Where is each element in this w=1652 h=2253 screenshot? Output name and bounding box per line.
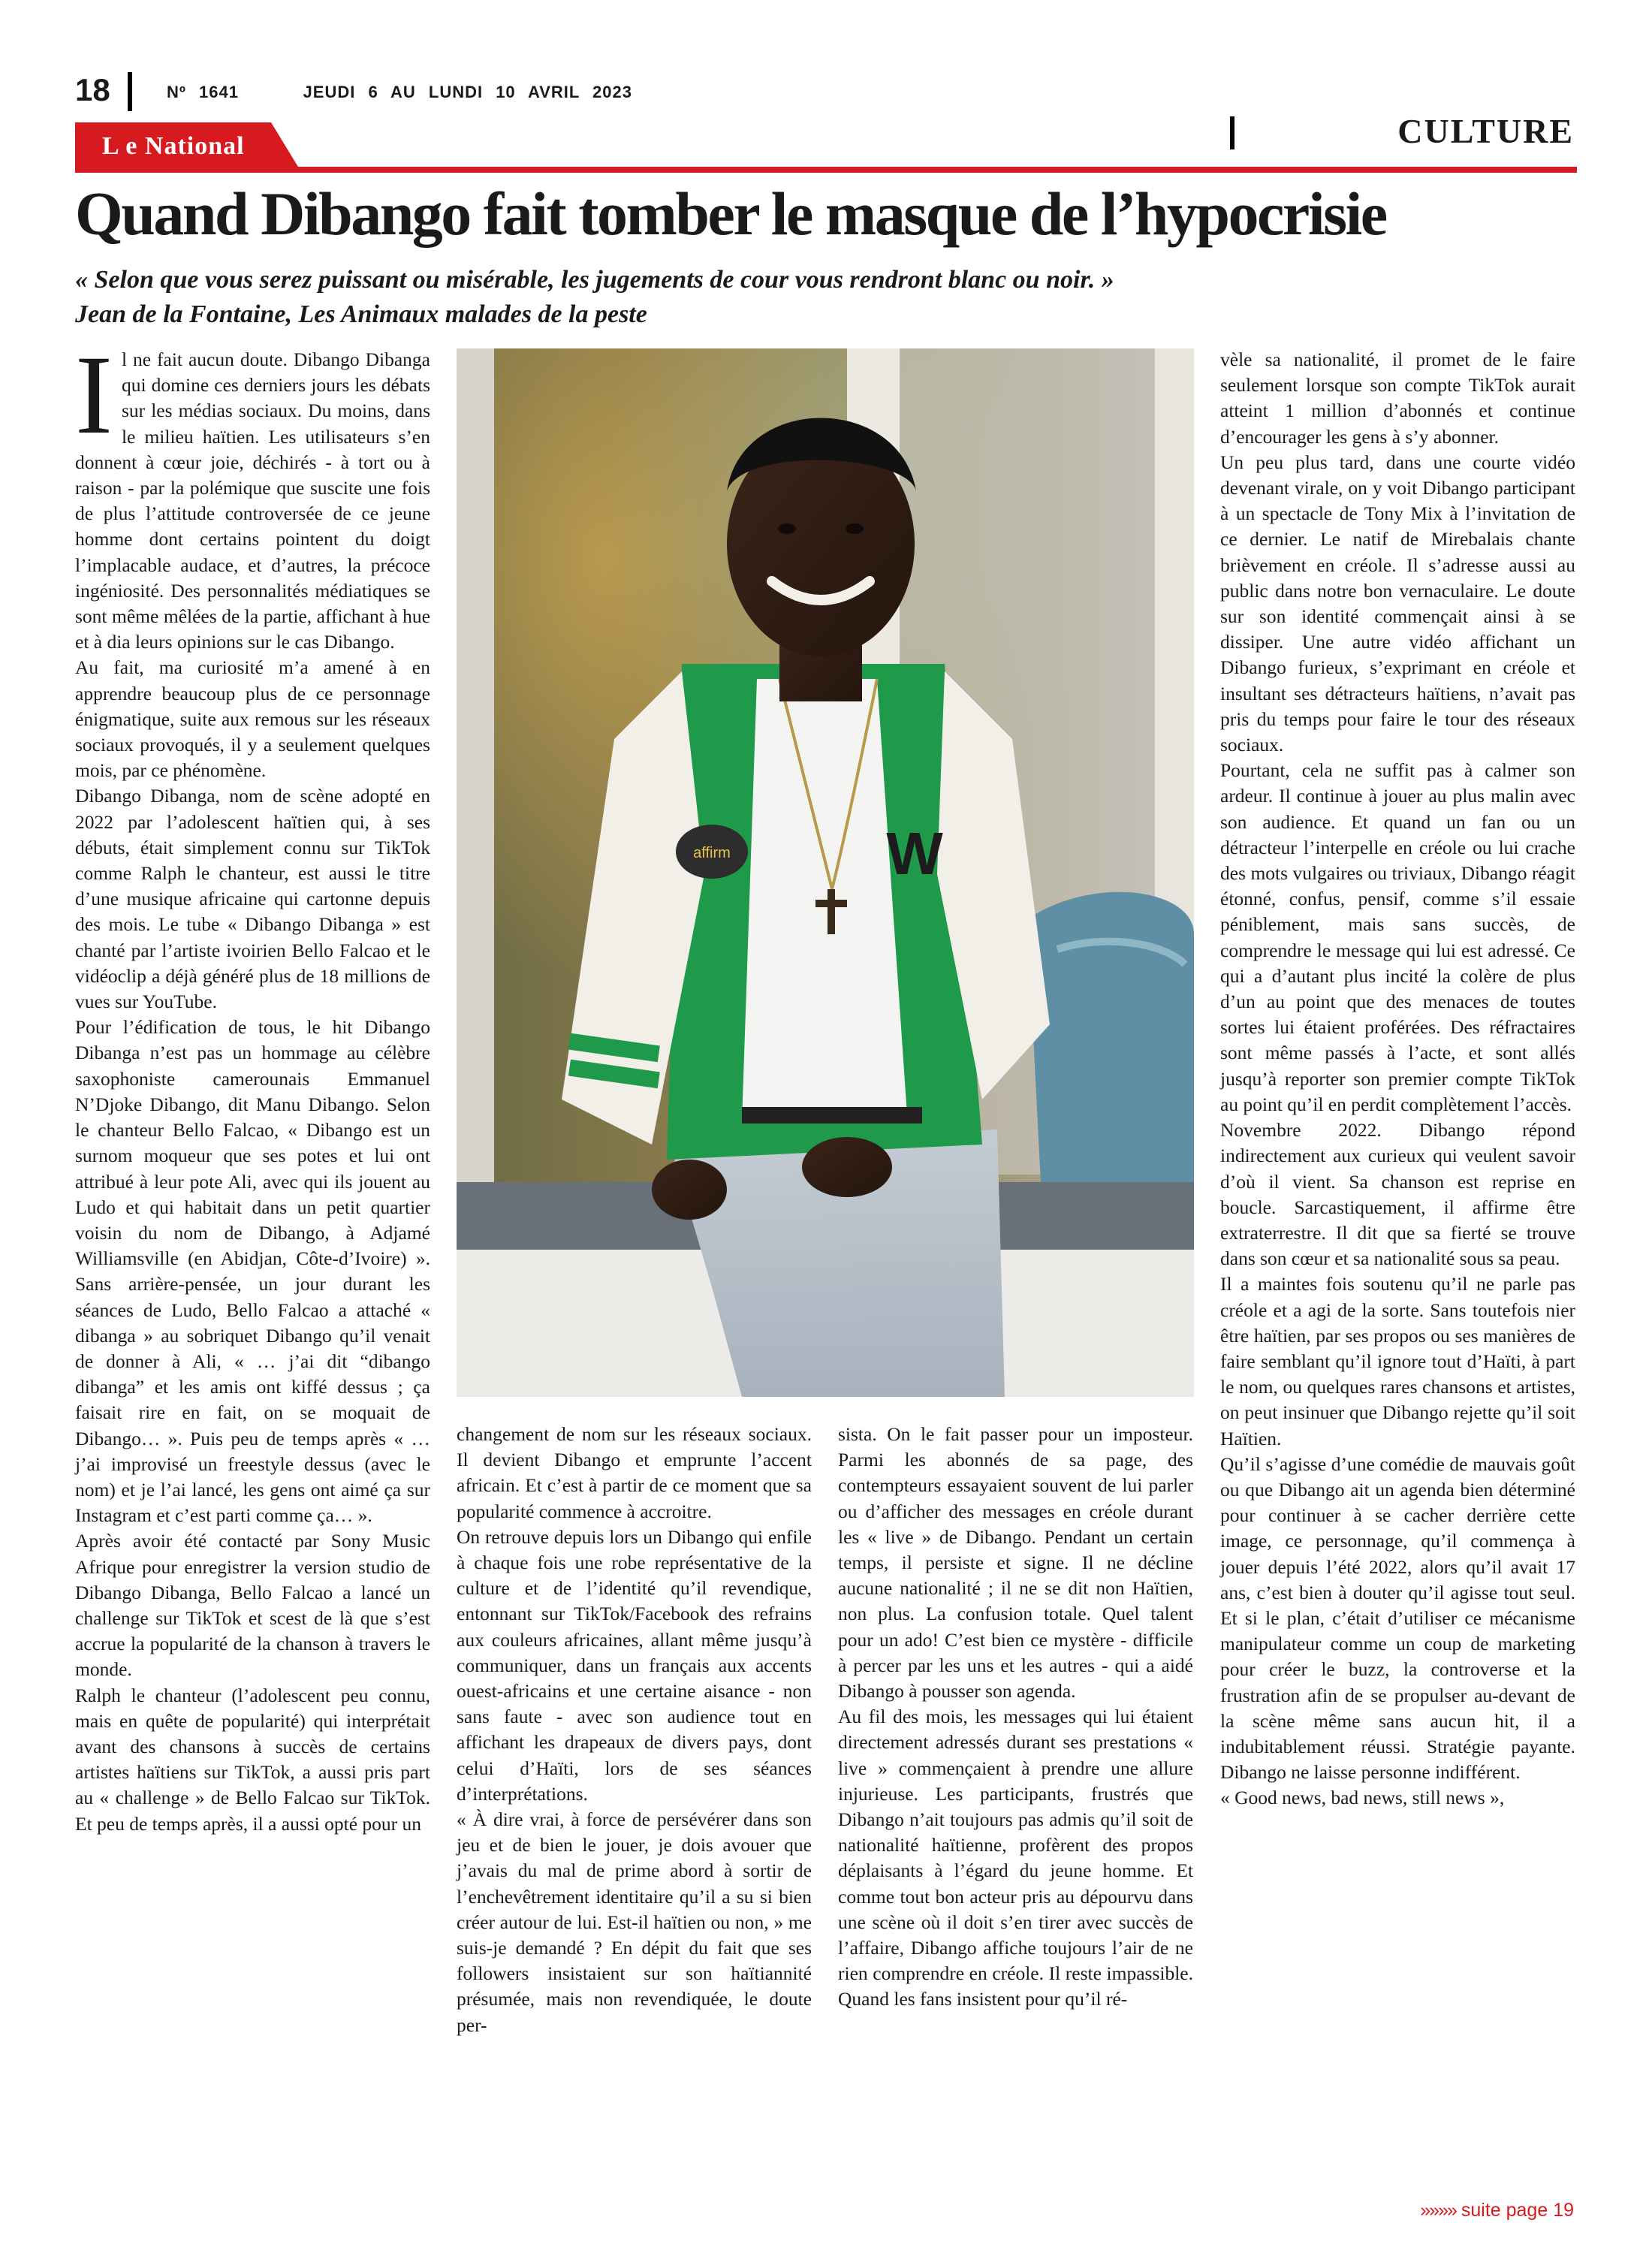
jacket-patch-text: affirm — [693, 845, 731, 861]
page-number-divider — [128, 72, 132, 111]
continued-text: suite page — [1461, 2200, 1548, 2221]
paragraph: « À dire vrai, à force de persévérer dans son jeu et de bien le jouer, je dois avouer que j’avais du mal de prime abord à sortir de l’enchevêtrement identitaire qu’il a su si bien créer autour de lui. Est-il haïtien ou non, » me suis-je demandé ? En dépit du fait que ses followers insistaient sur son haïtiannité présumée, mais non revendiquée, le doute per- — [457, 1808, 812, 2036]
paragraph: Ralph le chanteur (l’adolescent peu connu, mais en quête de popularité) qui interprétait avant des chansons à succès de certains artistes haïtiens sur TikTok, a aussi pris part au « challenge » de Bello Falcao sur TikTok. Et peu de temps après, il a aussi opté pour un — [75, 1684, 430, 1835]
article-column-3 — [838, 1422, 1193, 2013]
paragraph: Il a maintes fois soutenu qu’il ne parle pas créole et a agi de la sorte. Sans toutefois nier être haïtien, par ses propos ou ses manières de faire semblant qu’il ignore tout d’Haïti, à part le nom, ou quelques rares chansons et artistes, on peut insinuer que Dibango rejette qu’il soit Haïtien. — [1220, 1273, 1575, 1449]
continued-page: 19 — [1553, 2200, 1574, 2221]
paragraph: On retrouve depuis lors un Dibango qui enfile à chaque fois une robe représentative de la culture et de l’identité qu’il revendique, entonnant sur TikTok/Facebook des refrains aux couleurs africaines, allant même jusqu’à communiquer, dans un français aux accents ouest-africains et une certaine aisance - non sans faute - avec son audience tout en affichant les drapeaux de divers pays, dont celui d’Haïti, lors de ses séances d’interprétations. — [457, 1525, 812, 1805]
paragraph: Qu’il s’agisse d’une comédie de mauvais goût ou que Dibango ait un agenda bien déterminé pour continuer à se cacher derrière cette image, ce personnage, qu’il commença à jouer depuis l’été 2022, alors qu’il avait 17 ans, c’est bien à douter qu’il agisse tout seul. Et si le plan, c’était d’utiliser ce mécanisme manipulateur comme un coup de marketing pour créer le buzz, la controverse et la frustration afin de se propulser au-devant de la scène même sans aucun hit, il a indubitablement réussi. Stratégie payante. Dibango ne laisse personne indifférent. — [1220, 1452, 1575, 1784]
epigraph — [75, 263, 1114, 332]
epigraph-source: Jean de la Fontaine, Les Animaux malades de la peste — [75, 300, 647, 328]
paragraph: Dibango Dibanga, nom de scène adopté en 2022 par l’adolescent haïtien qui, à ses débuts, était simplement connu sur TikTok comme Ralph le chanteur, est aussi le titre d’une musique africaine qui cartonne depuis des mois. Le tube « Dibango Dibanga » est chanté par l’artiste ivoirien Bello Falcao et le vidéoclip a déjà généré plus de 18 millions de vues sur YouTube. — [75, 785, 430, 1013]
drop-cap: I — [75, 333, 113, 457]
paragraph: changement de nom sur les réseaux sociaux. Il devient Dibango et emprunte l’accent africain. Et c’est à partir de ce moment que sa popularité commence à accroitre. — [457, 1423, 812, 1522]
paragraph — [75, 333, 430, 655]
paragraph: Pour l’édification de tous, le hit Dibango Dibanga n’est pas un hommage au célèbre saxophoniste camerounais Emmanuel N’Djoke Dibango, dit Manu Dibango. Selon le chanteur Bello Falcao, « Dibango est un surnom moqueur que ses potes et lui ont attribué à leur pote Ali, avec qui ils jouent au Ludo et qui habitait dans un petit quartier voisin du nom de Dibango, à Adjamé Williamsville (en Abidjan, Côte-d’Ivoire) ». Sans arrière-pensée, un jour durant les séances de Ludo, Bello Falcao a attaché « dibanga » au sobriquet Dibango qu’il venait de donner à Ali, « … j’ai dit “dibango dibanga” et les amis ont kiffé dessus ; ça faisait rire en fait, on se moquait de Dibango… ». Puis peu de temps après « … j’ai improvisé un freestyle dessus (avec le nom) et je l’ai lancé, les gens ont aimé ça sur Instagram et c’est parti comme ça… ». — [75, 1016, 430, 1527]
article-column-1 — [75, 333, 430, 1837]
continued-arrows: »»»» — [1420, 2200, 1456, 2221]
paragraph-text: l ne fait aucun doute. Dibango Dibanga qui domine ces derniers jours les débats sur les médias sociaux. Du moins, dans le milieu haïtien. Les utilisateurs s’en donnent à cœur joie, déchirés - à tort ou à raison - par la polémique que suscite une fois de plus l’attitude controversée de ce jeune homme dont certains pointent du doigt l’implacable audace, et d’autres, la précoce ingéniosité. Des personnalités médiatiques se sont même mêlées de la partie, affichant à hue et à dia leurs opinions sur le cas Dibango. — [75, 348, 430, 653]
issue-number: Nº 1641 — [167, 83, 239, 101]
article-headline: Quand Dibango fait tomber le masque de l’hypocrisie — [75, 179, 1386, 248]
article-photo — [457, 348, 1194, 1397]
issue-date-line — [167, 83, 632, 102]
masthead-logo: L e National — [102, 132, 245, 160]
paragraph: « Good news, bad news, still news », — [1220, 1787, 1505, 1809]
paragraph: Un peu plus tard, dans une courte vidéo devenant virale, on y voit Dibango participant à un spectacle de Tony Mix à l’invitation de ce dernier. Le natif de Mirebalais chante brièvement en créole. Il s’adresse aussi au public dans notre bon vernaculaire. Le doute sur son identité commençait ainsi à se dissiper. Une autre vidéo affichant un Dibango furieux, s’exprimant en créole et insultant ses détracteurs haïtiens, n’avait pas pris du temps pour faire le tour des réseaux sociaux. — [1220, 451, 1575, 756]
paragraph: Au fil des mois, les messages qui lui étaient directement adressés durant ses prestations « live » commençaient à prendre une allure injurieuse. Les participants, frustrés que Dibango n’ait toujours pas admis qu’il soit de nationalité haïtienne, profèrent des propos déplaisants à l’égard du jeune homme. Et comme tout bon acteur pris au dépourvu dans une scène où il doit s’en tirer avec succès de l’affaire, Dibango affiche toujours l’air de ne rien comprendre en créole. Il reste impassible. Quand les fans insistent pour qu’il ré- — [838, 1706, 1193, 2010]
paragraph: vèle sa nationalité, il promet de le faire seulement lorsque son compte TikTok aurait atteint 1 million d’abonnés et continue d’encourager les gens à s’y abonner. — [1220, 348, 1575, 448]
header-rule — [75, 167, 1577, 173]
article-column-2 — [457, 1422, 812, 2038]
section-divider — [1230, 116, 1234, 149]
paragraph: Pourtant, cela ne suffit pas à calmer son ardeur. Il continue à jouer au plus malin avec son audience. Et quand un fan ou un détracteur l’interpelle en créole ou lui crache des mots vulgaires ou triviaux, Dibango réagit étonné, confus, pensif, comme s’il essaie péniblement, mais sans succès, de comprendre le message qui lui est adressé. Ce qui a d’autant plus incité la colère de plus d’un au point que des menaces de toutes sortes lui étaient proférées. Des réfractaires sont même passés à l’acte, et sont allés jusqu’à reporter son premier compte TikTok au point qu’il en perdit complètement l’accès. — [1220, 759, 1575, 1115]
article-column-4 — [1220, 347, 1575, 1811]
paragraph: Novembre 2022. Dibango répond indirectement aux curieux qui veulent savoir d’où il vient. Sa chanson est reprise en boucle. Sarcastiquement, il affirme être extraterrestre. Il dit que sa fierté se trouve dans son cœur et sa nationalité sous sa peau. — [1220, 1119, 1575, 1270]
section-title: CULTURE — [1397, 112, 1574, 150]
paragraph: sista. On le fait passer pour un imposteur. Parmi les abonnés de sa page, des contempteurs essayaient souvent de lui parler ou d’afficher des messages en créole durant les « live » de Dibango. Pendant un certain temps, il persiste et signe. Il ne décline aucune nationalité ; il ne se dit non Haïtien, non plus. La confusion totale. Quel talent pour un ado! C’est bien ce mystère - difficile à percer par les uns et les autres - qui a aidé Dibango à pousser son agenda. — [838, 1423, 1193, 1703]
page-number: 18 — [75, 72, 110, 107]
continued-link[interactable] — [1420, 2200, 1574, 2221]
issue-date: JEUDI 6 AU LUNDI 10 AVRIL 2023 — [303, 83, 632, 101]
paragraph: Après avoir été contacté par Sony Music Afrique pour enregistrer la version studio de Dibango Dibanga, Bello Falcao a lancé un challenge sur TikTok et scest de là que s’est accrue la popularité de la chanson à travers le monde. — [75, 1530, 430, 1681]
paragraph: Au fait, ma curiosité m’a amené à en apprendre beaucoup plus de ce personnage énigmatique, suite aux remous sur les réseaux sociaux provoqués, il y a seulement quelques mois, par ce phénomène. — [75, 656, 430, 782]
epigraph-quote: « Selon que vous serez puissant ou misérable, les jugements de cour vous rendront blanc ou noir. » — [75, 266, 1114, 294]
jacket-letters: W — [886, 820, 943, 887]
